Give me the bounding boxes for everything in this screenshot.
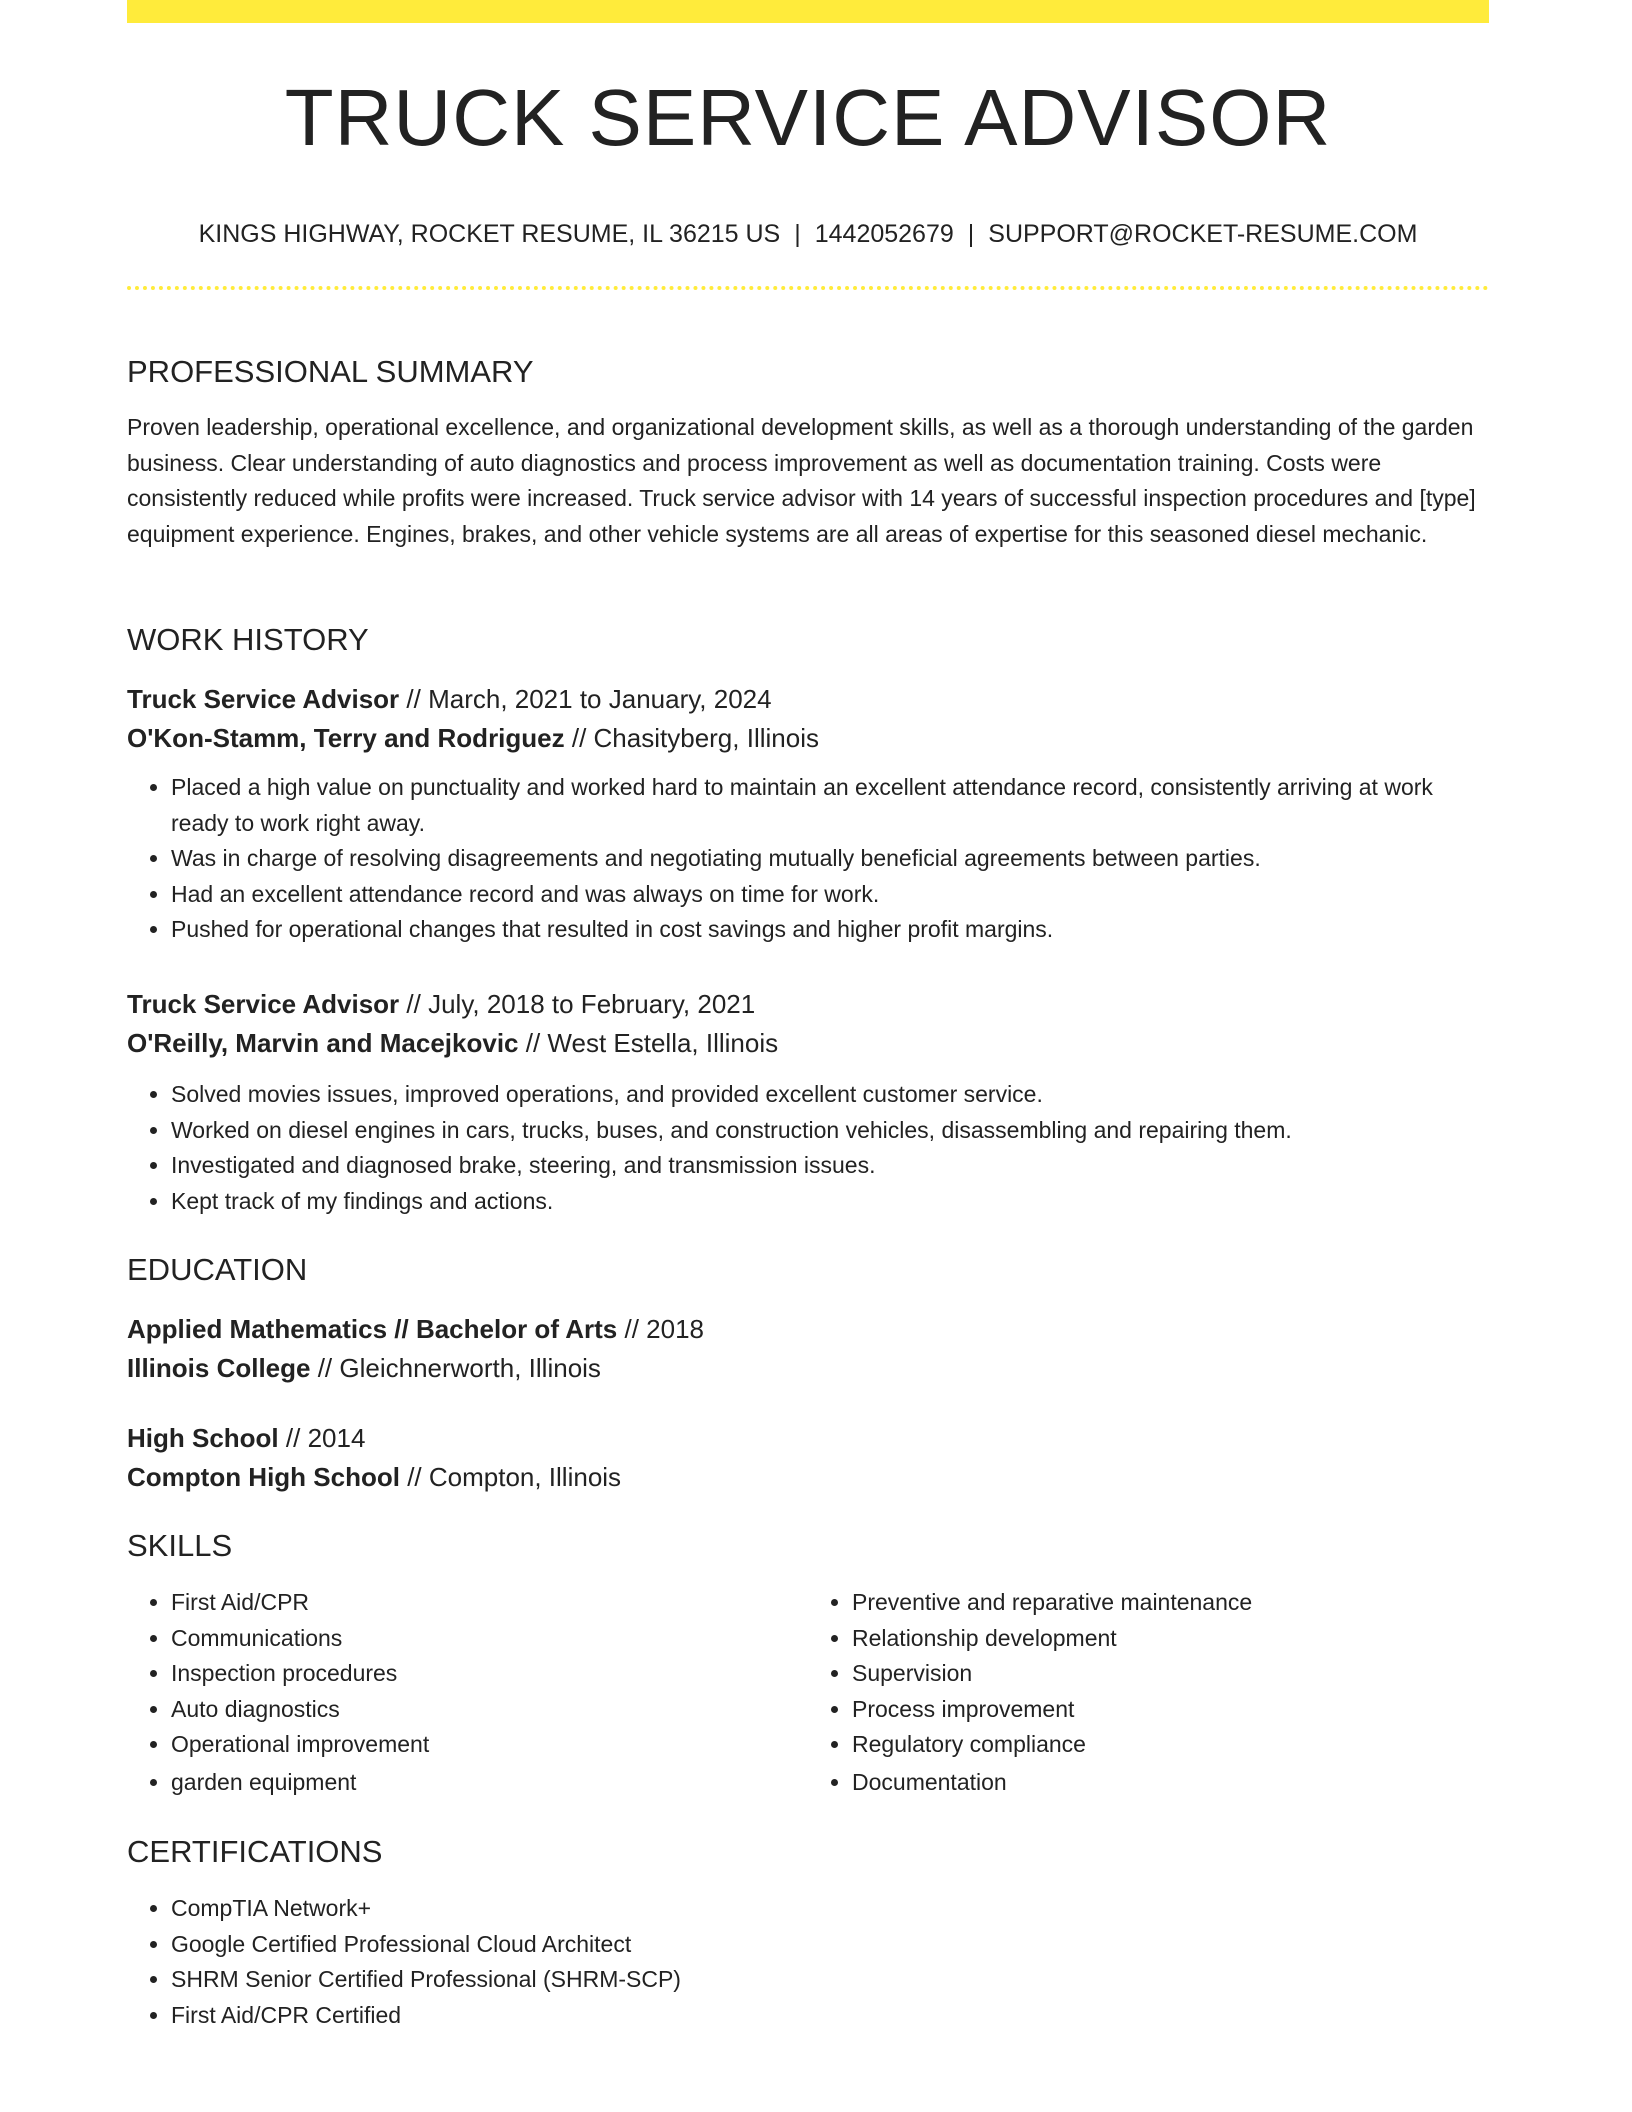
- summary-text: Proven leadership, operational excellence, and organizational development skills, as well as a thorough understanding of the garden business. Clear understanding of auto diagnostics and process improvement as well as documentation training. Costs were consistently reduced while profits were increased. Truck service advisor with 14 years of successful inspection procedures and [type] equipment experience. Engines, brakes, and other vehicle systems are all areas of expertise for this seasoned diesel mechanic.: [127, 414, 1476, 547]
- skills-section: [127, 1530, 1489, 1561]
- skills-list-left: [127, 1585, 808, 1801]
- education-degree: Applied Mathematics // Bachelor of Arts: [127, 1314, 618, 1344]
- education-entry: [127, 1419, 1489, 1497]
- job-dates: // July, 2018 to February, 2021: [399, 989, 756, 1019]
- job-entry: [127, 680, 1489, 948]
- resume-page: [127, 0, 1489, 2028]
- education-entry: [127, 1310, 1489, 1388]
- work-history-section: [127, 624, 1489, 655]
- education-section: [127, 1254, 1489, 1285]
- skills-columns: [127, 1585, 1489, 1801]
- education-location: // Compton, Illinois: [399, 1462, 622, 1492]
- section-title-summary: PROFESSIONAL SUMMARY: [127, 354, 534, 389]
- skill-item: • Inspection procedures: [171, 1656, 808, 1692]
- job-bullets: [127, 1077, 1489, 1219]
- education-school: Compton High School: [127, 1462, 400, 1492]
- education-school-line: [127, 1349, 1489, 1388]
- job-bullet: • Was in charge of resolving disagreements and negotiating mutually beneficial agreements between parties.: [171, 841, 1489, 877]
- skill-item: • Preventive and reparative maintenance: [852, 1585, 1489, 1621]
- job-bullet: • Pushed for operational changes that resulted in cost savings and higher profit margins.: [171, 912, 1489, 948]
- certification-item: • First Aid/CPR Certified: [171, 1998, 1489, 2034]
- skill-item: • Regulatory compliance: [852, 1727, 1489, 1763]
- certifications-section: [127, 1836, 1489, 1867]
- certification-item: • Google Certified Professional Cloud Architect: [171, 1927, 1489, 1963]
- job-location: // Chasityberg, Illinois: [564, 723, 819, 753]
- education-location: // Gleichnerworth, Illinois: [310, 1353, 601, 1383]
- job-company-line: [127, 1024, 1489, 1063]
- job-location: // West Estella, Illinois: [518, 1028, 779, 1058]
- skill-item: • Relationship development: [852, 1621, 1489, 1657]
- job-bullet: • Kept track of my findings and actions.: [171, 1184, 1489, 1220]
- job-role: Truck Service Advisor: [127, 684, 400, 714]
- job-bullet: • Had an excellent attendance record and was always on time for work.: [171, 877, 1489, 913]
- skill-item: • Process improvement: [852, 1692, 1489, 1728]
- job-bullet: • Solved movies issues, improved operations, and provided excellent customer service.: [171, 1077, 1489, 1113]
- job-bullet: • Investigated and diagnosed brake, steering, and transmission issues.: [171, 1148, 1489, 1184]
- job-title-line: [127, 680, 1489, 719]
- job-company-line: [127, 719, 1489, 758]
- skill-item: • Documentation: [852, 1765, 1489, 1801]
- education-degree: High School: [127, 1423, 279, 1453]
- contact-separator: |: [967, 220, 975, 248]
- contact-email: SUPPORT@ROCKET-RESUME.COM: [988, 220, 1418, 248]
- accent-bar: [127, 0, 1489, 23]
- summary-section: [127, 356, 1489, 552]
- skill-item: • Auto diagnostics: [171, 1692, 808, 1728]
- job-company: O'Kon-Stamm, Terry and Rodriguez: [127, 723, 565, 753]
- certification-item: • SHRM Senior Certified Professional (SHRM-SCP): [171, 1962, 1489, 1998]
- certification-item: • CompTIA Network+: [171, 1891, 1489, 1927]
- education-year: // 2018: [617, 1314, 704, 1344]
- candidate-name: TRUCK SERVICE ADVISOR: [284, 73, 1332, 162]
- header-divider: [127, 286, 1489, 290]
- contact-phone: 1442052679: [814, 220, 954, 248]
- contact-address: KINGS HIGHWAY, ROCKET RESUME, IL 36215 US: [198, 220, 781, 248]
- job-bullet: • Placed a high value on punctuality and worked hard to maintain an excellent attendance record, consistently arriving at work ready to work right away.: [171, 770, 1489, 841]
- education-degree-line: [127, 1310, 1489, 1349]
- education-year: // 2014: [278, 1423, 366, 1453]
- skill-item: • Operational improvement: [171, 1727, 808, 1763]
- education-school: Illinois College: [127, 1353, 311, 1383]
- section-title-work-history: WORK HISTORY: [127, 622, 369, 657]
- certifications-list: [127, 1891, 1489, 2033]
- job-bullets: [127, 770, 1489, 948]
- skill-item: • Communications: [171, 1621, 808, 1657]
- job-role: Truck Service Advisor: [127, 989, 400, 1019]
- contact-line: [127, 222, 1489, 247]
- job-dates: // March, 2021 to January, 2024: [399, 684, 772, 714]
- education-degree-line: [127, 1419, 1489, 1458]
- job-entry: [127, 985, 1489, 1219]
- section-title-education: EDUCATION: [127, 1252, 308, 1287]
- skills-list-right: [808, 1585, 1489, 1801]
- section-title-certifications: CERTIFICATIONS: [127, 1834, 383, 1869]
- contact-separator: |: [794, 220, 801, 248]
- education-school-line: [127, 1458, 1489, 1497]
- skill-item: • Supervision: [852, 1656, 1489, 1692]
- job-company: O'Reilly, Marvin and Macejkovic: [127, 1028, 519, 1058]
- job-bullet: • Worked on diesel engines in cars, trucks, buses, and construction vehicles, disassembling and repairing them.: [171, 1113, 1489, 1149]
- job-title-line: [127, 985, 1489, 1024]
- section-title-skills: SKILLS: [127, 1528, 233, 1563]
- skill-item: • garden equipment: [171, 1765, 808, 1801]
- certifications-list-wrap: [127, 1891, 1489, 2033]
- skill-item: • First Aid/CPR: [171, 1585, 808, 1621]
